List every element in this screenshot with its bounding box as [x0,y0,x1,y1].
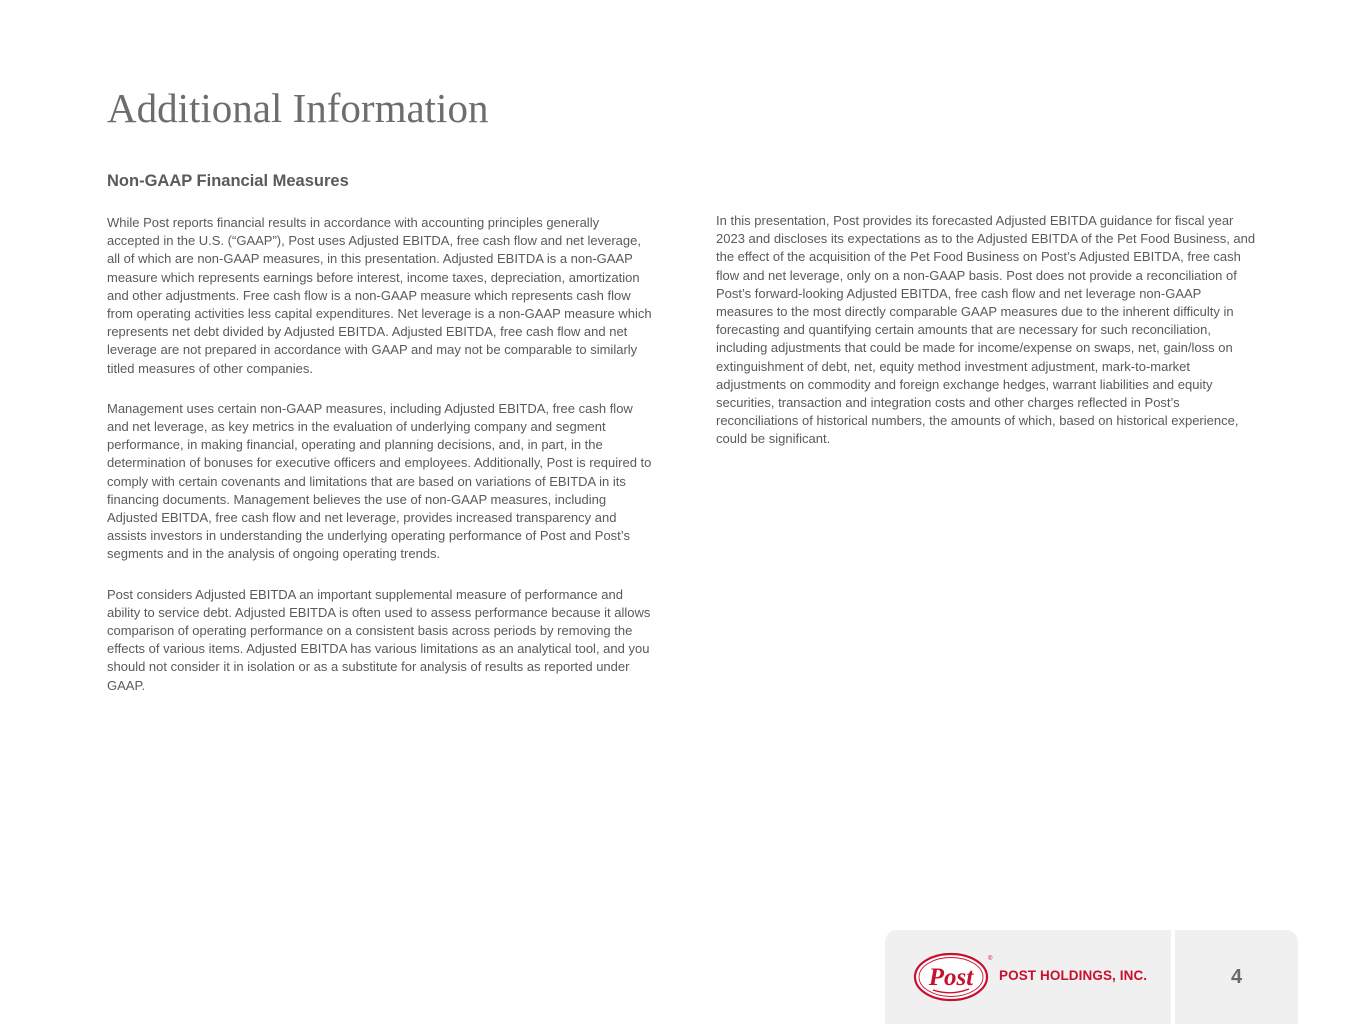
post-logo-icon [913,949,993,1005]
right-column [716,212,1256,449]
footer-logo-box [885,930,1171,1024]
right-paragraph-1: In this presentation, Post provides its forecasted Adjusted EBITDA guidance for fiscal year 2023 and discloses its expectations as to the Adjusted EBITDA of the Pet Food Business, and the effect of the acquisition of the Pet Food Business on Post’s Adjusted EBITDA, free cash flow and net leverage, only on a non-GAAP basis. Post does not provide a reconciliation of Post’s forward-looking Adjusted EBITDA, free cash flow and net leverage non-GAAP measures to the most directly comparable GAAP measures due to the inherent difficulty in forecasting and quantifying certain amounts that are necessary for such reconciliation, including adjustments that could be made for income/expense on swaps, net, gain/loss on extinguishment of debt, net, equity method investment adjustment, mark-to-market adjustments on commodity and foreign exchange hedges, warrant liabilities and equity securities, transaction and integration costs and other charges reflected in Post’s reconciliations of historical numbers, the amounts of which, based on historical experience, could be significant. [716,213,1256,447]
page-number: 4 [1230,966,1243,988]
footer-page-box [1175,930,1298,1024]
left-paragraph-2: Management uses certain non-GAAP measures, including Adjusted EBITDA, free cash flow and net leverage, as key metrics in the evaluation of underlying company and segment performance, in making financial, operating and planning decisions, and, in part, in the determination of bonuses for executive officers and employees. Additionally, Post is required to comply with certain covenants and limitations that are based on variations of EBITDA in its financing documents. Management believes the use of non-GAAP measures, including Adjusted EBITDA, free cash flow and net leverage, provides increased transparency and assists investors in understanding the underlying operating performance of Post and Post’s segments and in the analysis of ongoing operating trends. [107,400,652,562]
page-title: Additional Information [107,85,489,131]
svg-text:®: ® [988,956,993,962]
left-paragraph-3: Post considers Adjusted EBITDA an important supplemental measure of performance and ability to service debt. Adjusted EBITDA is often used to assess performance because it allows comparison of operating performance on a consistent basis across periods by removing the effects of various items. Adjusted EBITDA has various limitations as an analytical tool, and you should not consider it in isolation or as a substitute for analysis of results as reported under GAAP. [107,586,651,693]
company-name: POST HOLDINGS, INC. [999,968,1148,983]
left-paragraph-1: While Post reports financial results in accordance with accounting principles generally accepted in the U.S. (“GAAP”), Post uses Adjusted EBITDA, free cash flow and net leverage, all of which are non-GAAP measures, in this presentation. Adjusted EBITDA is a non-GAAP measure which represents earnings before interest, income taxes, depreciation, amortization and other adjustments. Free cash flow is a non-GAAP measure which represents cash flow from operating activities less capital expenditures. Net leverage is a non-GAAP measure which represents net debt divided by Adjusted EBITDA. Adjusted EBITDA, free cash flow and net leverage are not prepared in accordance with GAAP and may not be comparable to similarly titled measures of other companies. [107,215,652,376]
logo-wordmark: Post [928,964,974,991]
section-heading: Non-GAAP Financial Measures [107,172,349,190]
left-column [107,214,652,695]
